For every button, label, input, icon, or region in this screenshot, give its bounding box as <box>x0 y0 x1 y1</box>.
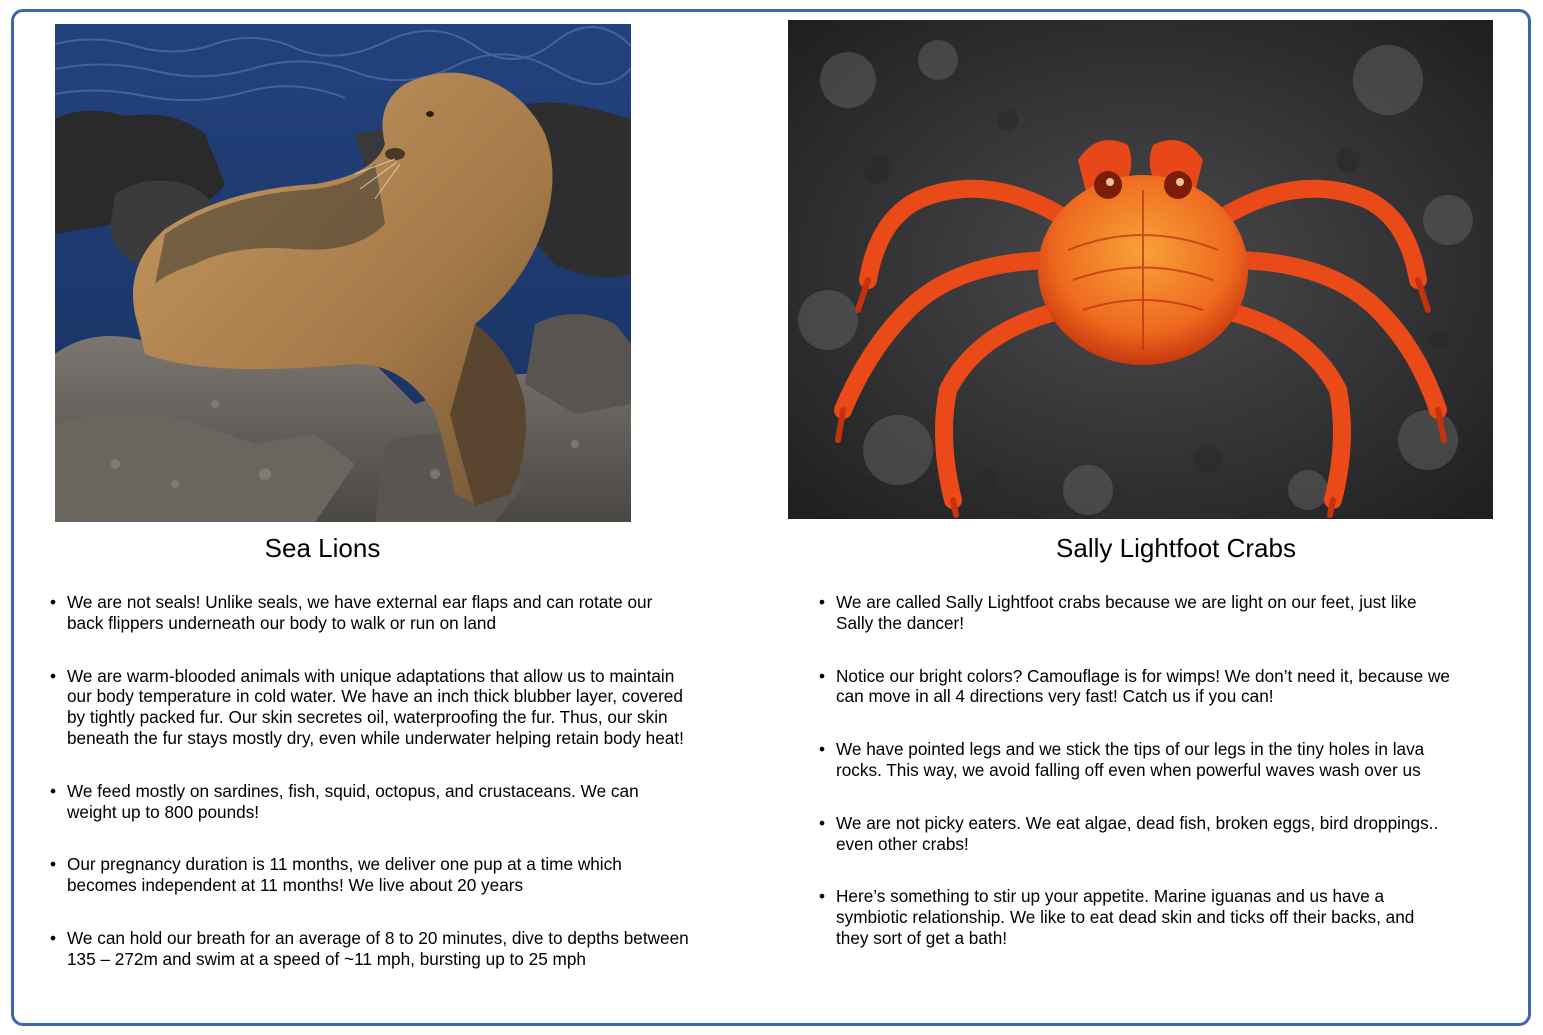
fact-text: We are warm-blooded animals with unique adaptations that allow us to maintain our body temperature in cold water. We have an inch thick blubber layer, covered by tightly packed fur. Our skin secretes oil, waterproofing the fur. Thus, our skin beneath the fur stays mostly dry, even while underwater helping retain body heat! <box>67 665 684 748</box>
crab-photo <box>788 20 1493 519</box>
bullet-icon: • <box>50 780 57 801</box>
bullet-icon: • <box>819 592 826 612</box>
bullet-icon: • <box>819 886 826 907</box>
fact-text: Here’s something to stir up your appetite. Marine iguanas and us have a symbiotic relationship. We like to eat dead skin and ticks off their backs, and they sort of get a bath! <box>836 886 1415 948</box>
list-item <box>50 780 692 823</box>
bullet-icon: • <box>819 812 826 833</box>
list-item <box>50 665 692 749</box>
list-item <box>50 854 692 896</box>
crab-facts-list <box>819 592 1451 981</box>
list-item <box>819 886 1451 948</box>
bullet-icon: • <box>819 665 826 686</box>
fact-text: We can hold our breath for an average of 8 to 20 minutes, dive to depths between 135 – 272m and swim at a speed of ~11 mph, bursting up to 25 mph <box>67 927 689 969</box>
list-item <box>50 927 692 970</box>
fact-text: We have pointed legs and we stick the tips of our legs in the tiny holes in lava rocks. This way, we avoid falling off even when powerful waves wash over us <box>836 739 1425 780</box>
bullet-icon: • <box>50 592 57 612</box>
sea-lions-title: Sea Lions <box>264 533 381 563</box>
crabs-title: Sally Lightfoot Crabs <box>1056 533 1296 563</box>
list-item <box>819 592 1451 634</box>
bullet-icon: • <box>50 854 57 875</box>
fact-text: We feed mostly on sardines, fish, squid, octopus, and crustaceans. We can weight up to 800 pounds! <box>67 780 639 822</box>
fact-text: Notice our bright colors? Camouflage is for wimps! We don’t need it, because we can move in all 4 directions very fast! Catch us if you can! <box>836 665 1450 707</box>
bullet-icon: • <box>50 665 57 686</box>
fact-text: We are not seals! Unlike seals, we have external ear flaps and can rotate our back flippers underneath our body to walk or run on land <box>67 592 653 633</box>
fact-text: We are not picky eaters. We eat algae, dead fish, broken eggs, bird droppings.. even other crabs! <box>836 812 1439 854</box>
bullet-icon: • <box>819 739 826 760</box>
list-item <box>819 739 1451 781</box>
fact-text: Our pregnancy duration is 11 months, we deliver one pup at a time which becomes independent at 11 months! We live about 20 years <box>67 854 622 896</box>
bullet-icon: • <box>50 927 57 948</box>
list-item <box>819 812 1451 855</box>
list-item <box>50 592 692 634</box>
fact-text: We are called Sally Lightfoot crabs because we are light on our feet, just like Sally the dancer! <box>836 592 1417 633</box>
list-item <box>819 665 1451 708</box>
sea-lion-photo <box>55 24 631 522</box>
sea-lion-facts-list <box>50 592 692 1002</box>
